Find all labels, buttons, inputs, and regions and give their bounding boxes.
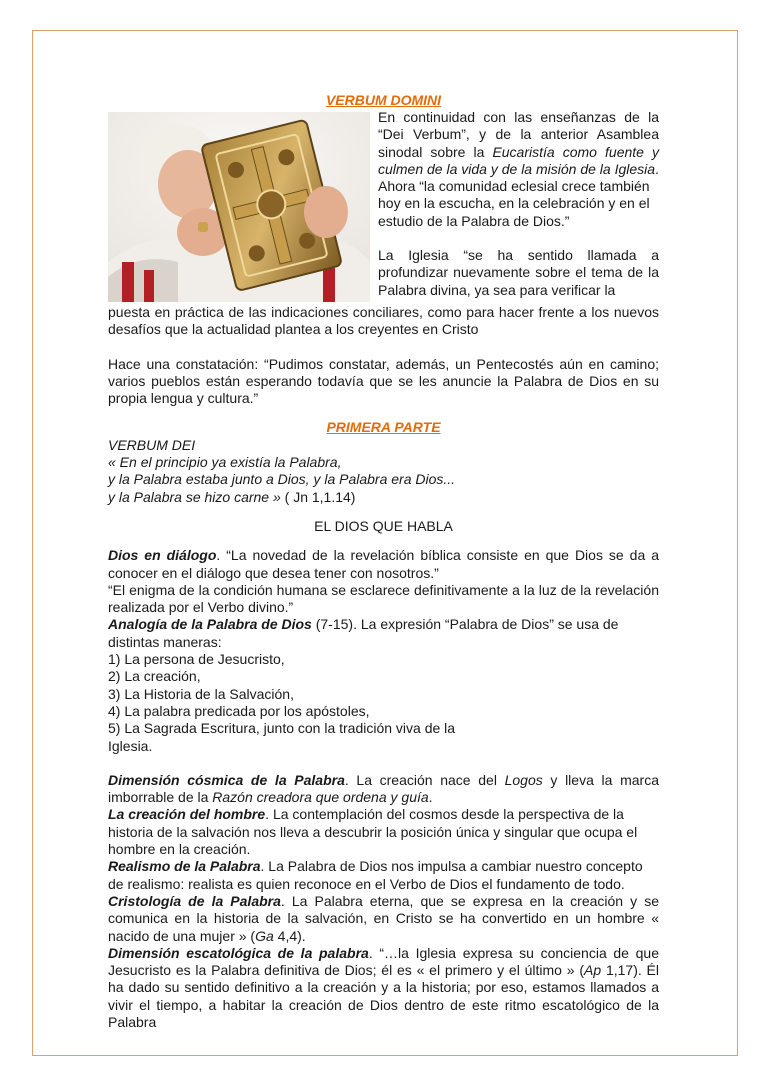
document-title [108, 92, 659, 109]
escatologica-ap: Ap [584, 962, 602, 979]
quote-3-text: y la Palabra se hizo carne » [108, 488, 281, 505]
list-item: 3) La Historia de la Salvación, [108, 685, 294, 702]
intro-paragraph-2: Ahora “la comunidad eclesial crece también hoy en la escucha, en la celebración y en el estudio de la Palabra de Dios.” [378, 178, 650, 229]
escatologica-text-b: 1,17). Él ha dado su sentido definitivo a la creación y a la historia; por eso, estamos llamados a vivir el tiempo, a habitar la creación de Dios dentro de este ritmo escatológico de la Palabra [108, 962, 659, 1030]
verbum-dei-text: VERBUM DEI [108, 436, 196, 453]
cristologia-text-a: . La Palabra eterna, que se expresa en la creación y se comunica en la historia de la salvación, en Cristo se ha convertido en un hombre « nacido de una mujer » ( [108, 892, 659, 944]
cosmica-razon: Razón creadora que ordena y guía [212, 789, 429, 806]
escatologica-heading: Dimensión escatológica de la palabra [108, 944, 369, 961]
cosmica-logos: Logos [504, 771, 543, 788]
realismo-paragraph [108, 858, 659, 893]
quote-line-2 [108, 471, 659, 488]
hombre-text: . La contemplación del cosmos desde la perspectiva de la historia de la salvación nos lleva a descubrir la posición única y singular que ocupa el hombre en la creación. [108, 806, 638, 858]
intro-p1-italic: Eucaristía como fuente y culmen de la vida y de la misión de la Iglesia [378, 143, 659, 177]
analogia-text: (7-15). La expresión “Palabra de Dios” se usa de distintas maneras: [108, 616, 619, 650]
enigma-paragraph: “El enigma de la condición humana se esclarece definitivamente a la luz de la revelación realizada por el Verbo divino.” [108, 581, 659, 616]
cosmica-text-c: . [428, 789, 433, 806]
intro-paragraph-3: La Iglesia “se ha sentido llamada a profundizar nuevamente sobre el tema de la Palabra divina, ya sea para verificar la [378, 247, 659, 298]
list-item: 4) La palabra predicada por los apóstoles, [108, 702, 370, 719]
verbum-dei-subtitle [108, 437, 659, 454]
intro-p1-end: . [655, 160, 659, 177]
cosmica-text-b: y lleva la marca imborrable de la [108, 771, 659, 806]
constatacion-paragraph: Hace una constatación: “Pudimos constatar, además, un Pentecostés aún en camino; varios pueblos están esperando todavía que se les anuncie la Palabra de Dios en su propia lengua y cultura.” [108, 355, 659, 407]
list-item: 1) La persona de Jesucristo, [108, 651, 285, 668]
intro-p1-text: En continuidad con las enseñanzas de la “Dei Verbum”, y de la anterior Asamblea sinodal sobre la [378, 109, 659, 160]
title-text: VERBUM DOMINI [325, 92, 442, 108]
intro-paragraph-3-continued: puesta en práctica de las indicaciones conciliares, como para hacer frente a los nuevos desafíos que la actualidad plantea a los creyentes en Cristo [108, 304, 659, 338]
quote-reference: ( Jn 1,1.14) [280, 488, 356, 505]
cosmica-paragraph [108, 772, 659, 807]
cristologia-text-b: 4,4). [273, 927, 306, 944]
pope-illustration [108, 112, 370, 302]
cristologia-heading: Cristología de la Palabra [108, 892, 281, 909]
dialogo-heading: Dios en diálogo [108, 547, 217, 564]
escatologica-text-a: . “…la Iglesia expresa su conciencia de que Jesucristo es la Palabra definitiva de Dios; él es « el primero y el último » ( [108, 944, 659, 979]
primera-parte-title: PRIMERA PARTE [326, 419, 441, 436]
quote-line-3 [108, 489, 659, 506]
analogia-heading: Analogía de la Palabra de Dios [108, 616, 312, 633]
quote-1-text: « En el principio ya existía la Palabra, [108, 454, 342, 471]
realismo-heading: Realismo de la Palabra [108, 858, 261, 875]
quote-2-text: y la Palabra estaba junto a Dios, y la Palabra era Dios... [108, 471, 456, 488]
intro-column [378, 109, 659, 299]
analogia-paragraph [108, 616, 659, 651]
main-body [108, 304, 659, 1031]
hombre-heading: La creación del hombre [108, 806, 266, 823]
hombre-paragraph [108, 806, 659, 858]
cosmica-text-a: . La creación nace del [344, 771, 505, 788]
list-item: 2) La creación, [108, 668, 201, 685]
realismo-text: . La Palabra de Dios nos impulsa a cambiar nuestro concepto de realismo: realista es quien reconoce en el Verbo de Dios el fundamento de todo. [108, 858, 643, 892]
escatologica-paragraph [108, 945, 659, 1031]
dialogo-paragraph [108, 547, 659, 582]
list-item: 5) La Sagrada Escritura, junto con la tradición viva de la Iglesia. [108, 720, 456, 754]
quote-line-1 [108, 454, 659, 471]
primera-parte-heading [108, 419, 659, 436]
dialogo-text: . “La novedad de la revelación bíblica consiste en que Dios se da a conocer en el diálogo que desea tener con nosotros.” [108, 547, 659, 581]
intro-paragraph-1 [378, 109, 659, 178]
cristologia-paragraph [108, 893, 659, 945]
cristologia-ga: Ga [255, 927, 274, 944]
section-title: EL DIOS QUE HABLA [314, 517, 453, 534]
cosmica-heading: Dimensión cósmica de la Palabra [108, 771, 345, 788]
pope-photo [108, 112, 370, 302]
